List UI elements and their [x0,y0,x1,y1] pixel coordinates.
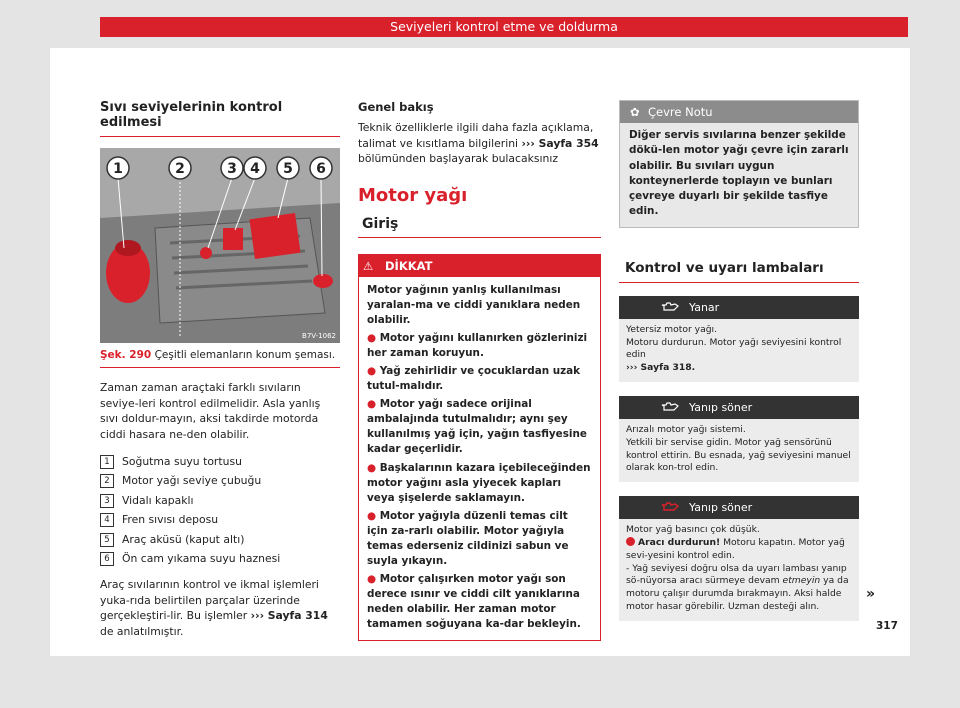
figure-callout-number: 1 [113,161,123,177]
bullet-icon: ● [367,509,380,522]
lamp-header [619,296,859,319]
stop-icon [626,537,635,546]
overview-text [358,120,601,167]
warning-item-text: Motor yağını kullanırken gözlerinizi her zaman koruyun. [367,331,588,359]
intro-text: Zaman zaman araçtaki farklı sıvıların seviye-leri kontrol edilmelidir. Asla yanlış sıvı doldur-mayın, aksi takdirde motorda ciddi hasara ne-den olabilir. [100,381,321,441]
lamps-section-title: Kontrol ve uyarı lambaları [625,259,824,276]
warning-item-text: Motor yağı sadece orijinal ambalajında tutulmalıdır; aynı şey kullanılmış yağ için, yağın tasfiyesine kadar geçerlidir. [367,398,587,456]
legend-item [100,491,340,511]
eco-note-header [620,101,858,123]
warning-box [358,254,601,641]
warning-item-text: Motor çalışırken motor yağı son derece ısınır ve ciddi cilt yanıklarına neden olabilir. Her zaman motor tamamen soğuyana ka-dar bekleyin. [367,573,581,631]
warning-intro: Motor yağının yanlış kullanılması yaralan-ma ve ciddi yanıklara neden olabilir. [367,283,581,326]
lamp-header [619,396,859,419]
outro-text [100,577,340,639]
eco-note-body: Diğer servis sıvılarına benzer şekilde dökü-len motor yağı çevre için zararlı olabilir. Bu sıvıları uygun konteynerlerde toplayın ve bunları çevreye duyarlı bir şekilde tasfiye edin. [620,123,858,227]
page-link[interactable]: ››› Sayfa 354 [521,136,599,150]
eco-note-box [619,100,859,228]
lamp-after-bold: Motoru kapatın. Motor yağ sevi-yesini kontrol edin. [626,536,845,561]
lamp-status: Yanıp söner [689,400,753,414]
continue-mark: » [866,586,876,602]
legend-item [100,530,340,550]
section-title: Sıvı seviyelerinin kontrol edilmesi [100,100,283,130]
middle-column [358,100,601,641]
warning-item [367,331,592,361]
figure-callout-number: 5 [283,161,293,177]
legend-text: Soğutma suyu tortusu [122,454,242,468]
caption-text: Çeşitli elemanların konum şeması. [154,349,336,361]
caption-label: Şek. 290 [100,349,152,361]
lamp-line: Yetersiz motor yağı. [626,323,718,335]
legend-number: 5 [100,533,114,547]
bullet-icon: ● [367,398,380,411]
eco-note-title: Çevre Notu [648,105,713,119]
legend-item [100,452,340,472]
legend-item [100,550,340,570]
legend-text: Vidalı kapaklı [122,493,194,507]
warning-item [367,397,592,457]
warning-item [367,461,592,506]
warning-item [367,364,592,394]
figure-callout-number: 4 [250,161,260,177]
overview-pre: Teknik özelliklerle ilgili daha fazla açıklama, talimat ve kısıtlama bilgilerini [358,121,594,150]
lamp-body [619,519,859,621]
outro-pre: Araç sıvılarının kontrol ve ikmal işlemleri yuka-rıda belirtilen parçalar üzerinde gerçekleştiri-lir. Bu işlemler [100,578,319,622]
sub-title: Giriş [362,215,399,232]
oil-can-icon [661,301,679,313]
bullet-icon: ● [367,364,380,377]
legend-text: Motor yağı seviye çubuğu [122,474,262,488]
figure-callout-number: 6 [316,161,326,177]
warning-title: DİKKAT [385,258,433,273]
eco-flower-icon: ✿ [630,105,640,119]
warning-item [367,572,592,632]
warning-item-text: Başkalarının kazara içebileceğinden motor yağını asla yiyecek kapları veya şişelerde saklamayın. [367,461,591,504]
lamp-bold: Aracı durdurun! [638,536,721,548]
figure-caption [100,349,340,368]
oil-pressure-icon [661,501,679,513]
legend-number: 4 [100,513,114,527]
sub-rule [358,237,601,238]
main-title: Motor yağı [358,184,468,206]
lamps-rule [619,282,859,283]
lamp-body [619,419,859,482]
lamp-line: Arızalı motor yağı sistemi. [626,423,746,435]
legend-number: 3 [100,494,114,508]
lamp-line: Motoru durdurun. Motor yağı seviyesini kontrol edin [626,336,842,361]
lamp-line: Yetkili bir servise gidin. Motor yağ sensörünü kontrol ettirin. Bu esnada, yağ seviyesini manuel olarak kon-trol edin. [626,436,851,474]
page-number: 317 [876,620,898,632]
lamp-body [619,319,859,382]
figure-callout-number: 3 [227,161,237,177]
bullet-icon: ● [367,331,380,344]
overview-title: Genel bakış [358,100,434,114]
lamp-status: Yanar [689,300,720,314]
warning-header [359,255,600,277]
right-column [619,100,859,621]
figure-callout-number: 2 [175,161,185,177]
page-header: Seviyeleri kontrol etme ve doldurma [100,17,908,37]
legend-text: Fren sıvısı deposu [122,513,219,527]
warning-item-text: Motor yağıyla düzenli temas cilt için za-rarlı olabilir. Motor yağıyla temas ederseniz cildinizi sabun ve suyla yıkayın. [367,509,569,568]
lamp-extra-post: ya da motoru çalışır durumda bırakmayın. Aksi halde motor hasar görebilir. Uzman desteği alın. [626,575,849,612]
lamp-extra-pre: - Yağ seviyesi doğru olsa da uyarı lambası yanıp sö-nüyorsa aracı sürmeye devam [626,562,847,587]
legend-item [100,472,340,492]
outro-post: de anlatılmıştır. [100,624,184,638]
lamp-line [626,563,852,614]
warning-body [359,277,600,640]
lamp-header [619,496,859,519]
page-link[interactable]: ››› Sayfa 314 [250,609,328,622]
lamp-block [619,496,859,621]
warning-item [367,509,592,569]
legend-text: Ön cam yıkama suyu haznesi [122,552,281,566]
legend-number: 2 [100,474,114,488]
bullet-icon: ● [367,573,380,586]
lamp-line: Motor yağ basıncı çok düşük. [626,524,760,536]
warning-triangle-icon: ⚠ [363,258,374,273]
legend-item [100,511,340,531]
warning-item-text: Yağ zehirlidir ve çocuklardan uzak tutul-malıdır. [367,364,581,393]
lamp-line [626,537,852,563]
bullet-icon: ● [367,461,380,474]
left-column [100,100,340,639]
page-link[interactable]: ››› Sayfa 318. [626,362,696,374]
engine-illustration [100,148,340,343]
engine-figure [100,148,340,343]
lamp-block [619,396,859,482]
section-rule [100,136,340,137]
legend-number: 6 [100,552,114,566]
legend-text: Araç aküsü (kaput altı) [122,532,245,546]
legend-list [100,452,340,569]
legend-number: 1 [100,455,114,469]
oil-can-icon [661,401,679,413]
lamp-extra-em: etmeyin [782,575,821,587]
figure-code: B7V-1062 [302,332,336,340]
overview-post: bölümünden başlayarak bulacaksınız [358,152,558,165]
lamp-status: Yanıp söner [689,501,753,515]
lamp-block [619,296,859,382]
